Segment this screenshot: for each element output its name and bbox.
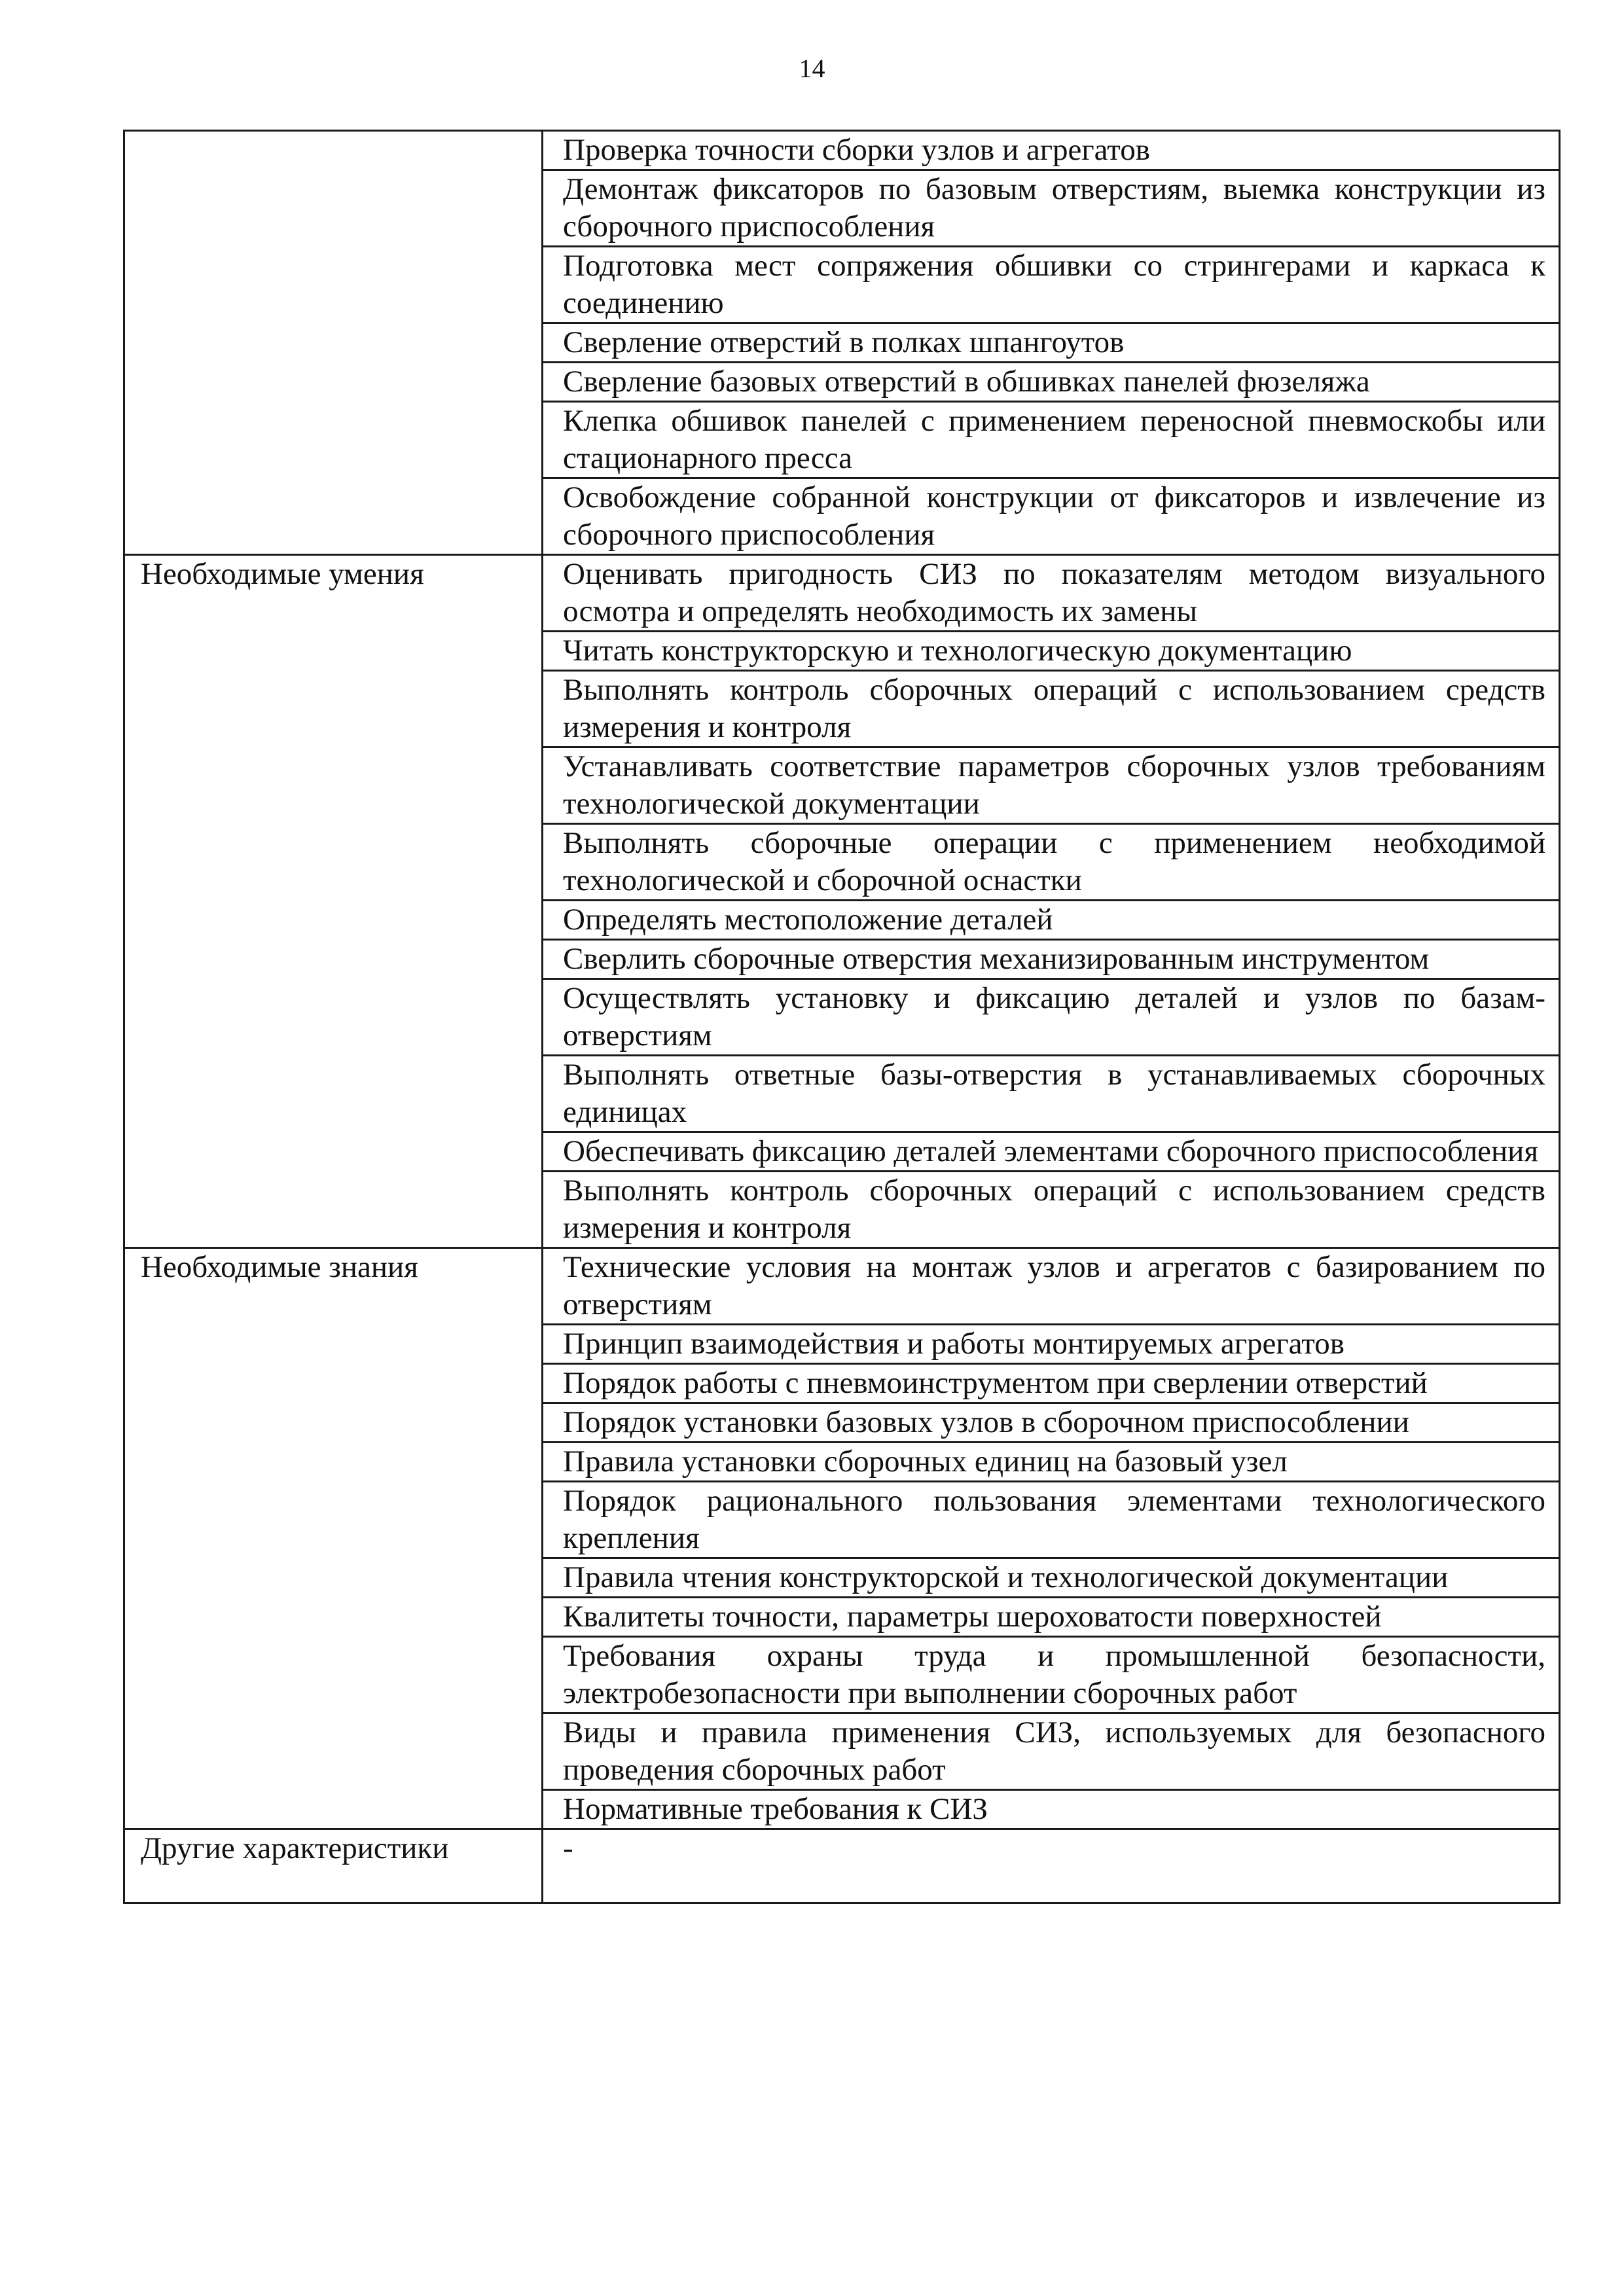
table-row [124,1829,1560,1903]
section-item: Виды и правила применения СИЗ, используемых для безопасного проведения сборочных работ [543,1713,1560,1790]
section-item: - [543,1829,1560,1903]
section-item: Проверка точности сборки узлов и агрегатов [543,131,1560,170]
section-item: Подготовка мест сопряжения обшивки со стрингерами и каркаса к соединению [543,247,1560,323]
section-item: Демонтаж фиксаторов по базовым отверстиям, выемка конструкции из сборочного приспособления [543,170,1560,247]
section-item: Выполнять контроль сборочных операций с использованием средств измерения и контроля [543,671,1560,747]
section-item: Выполнять ответные базы-отверстия в устанавливаемых сборочных единицах [543,1056,1560,1132]
table-body [124,131,1560,1903]
section-item: Квалитеты точности, параметры шероховатости поверхностей [543,1598,1560,1637]
section-label: Другие характеристики [124,1829,543,1903]
section-item: Сверлить сборочные отверстия механизированным инструментом [543,940,1560,979]
section-item: Требования охраны труда и промышленной безопасности, электробезопасности при выполнении сборочных работ [543,1637,1560,1713]
section-item: Порядок установки базовых узлов в сборочном приспособлении [543,1403,1560,1443]
table-row [124,131,1560,170]
section-item: Нормативные требования к СИЗ [543,1790,1560,1829]
section-item: Устанавливать соответствие параметров сборочных узлов требованиям технологической документации [543,747,1560,824]
section-item: Клепка обшивок панелей с применением переносной пневмоскобы или стационарного пресса [543,402,1560,478]
section-item: Определять местоположение деталей [543,901,1560,940]
section-label: Необходимые знания [124,1248,543,1829]
characteristics-table [123,130,1561,1904]
section-label [124,131,543,555]
section-label: Необходимые умения [124,555,543,1248]
page-number: 14 [799,54,825,83]
section-item: Порядок работы с пневмоинструментом при сверлении отверстий [543,1364,1560,1403]
section-item: Принцип взаимодействия и работы монтируемых агрегатов [543,1325,1560,1364]
section-item: Порядок рационального пользования элементами технологического крепления [543,1482,1560,1558]
section-item: Обеспечивать фиксацию деталей элементами сборочного приспособления [543,1132,1560,1172]
section-item: Сверление отверстий в полках шпангоутов [543,323,1560,363]
section-item: Осуществлять установку и фиксацию деталей и узлов по базам-отверстиям [543,979,1560,1056]
section-item: Выполнять контроль сборочных операций с использованием средств измерения и контроля [543,1172,1560,1248]
section-item: Выполнять сборочные операции с применением необходимой технологической и сборочной оснастки [543,824,1560,901]
section-item: Правила чтения конструкторской и технологической документации [543,1558,1560,1598]
section-item: Освобождение собранной конструкции от фиксаторов и извлечение из сборочного приспособления [543,478,1560,555]
section-item: Сверление базовых отверстий в обшивках панелей фюзеляжа [543,363,1560,402]
section-item: Правила установки сборочных единиц на базовый узел [543,1443,1560,1482]
table-row [124,1248,1560,1325]
table-row [124,555,1560,632]
section-item: Технические условия на монтаж узлов и агрегатов с базированием по отверстиям [543,1248,1560,1325]
section-item: Читать конструкторскую и технологическую документацию [543,632,1560,671]
section-item: Оценивать пригодность СИЗ по показателям методом визуального осмотра и определять необходимость их замены [543,555,1560,632]
